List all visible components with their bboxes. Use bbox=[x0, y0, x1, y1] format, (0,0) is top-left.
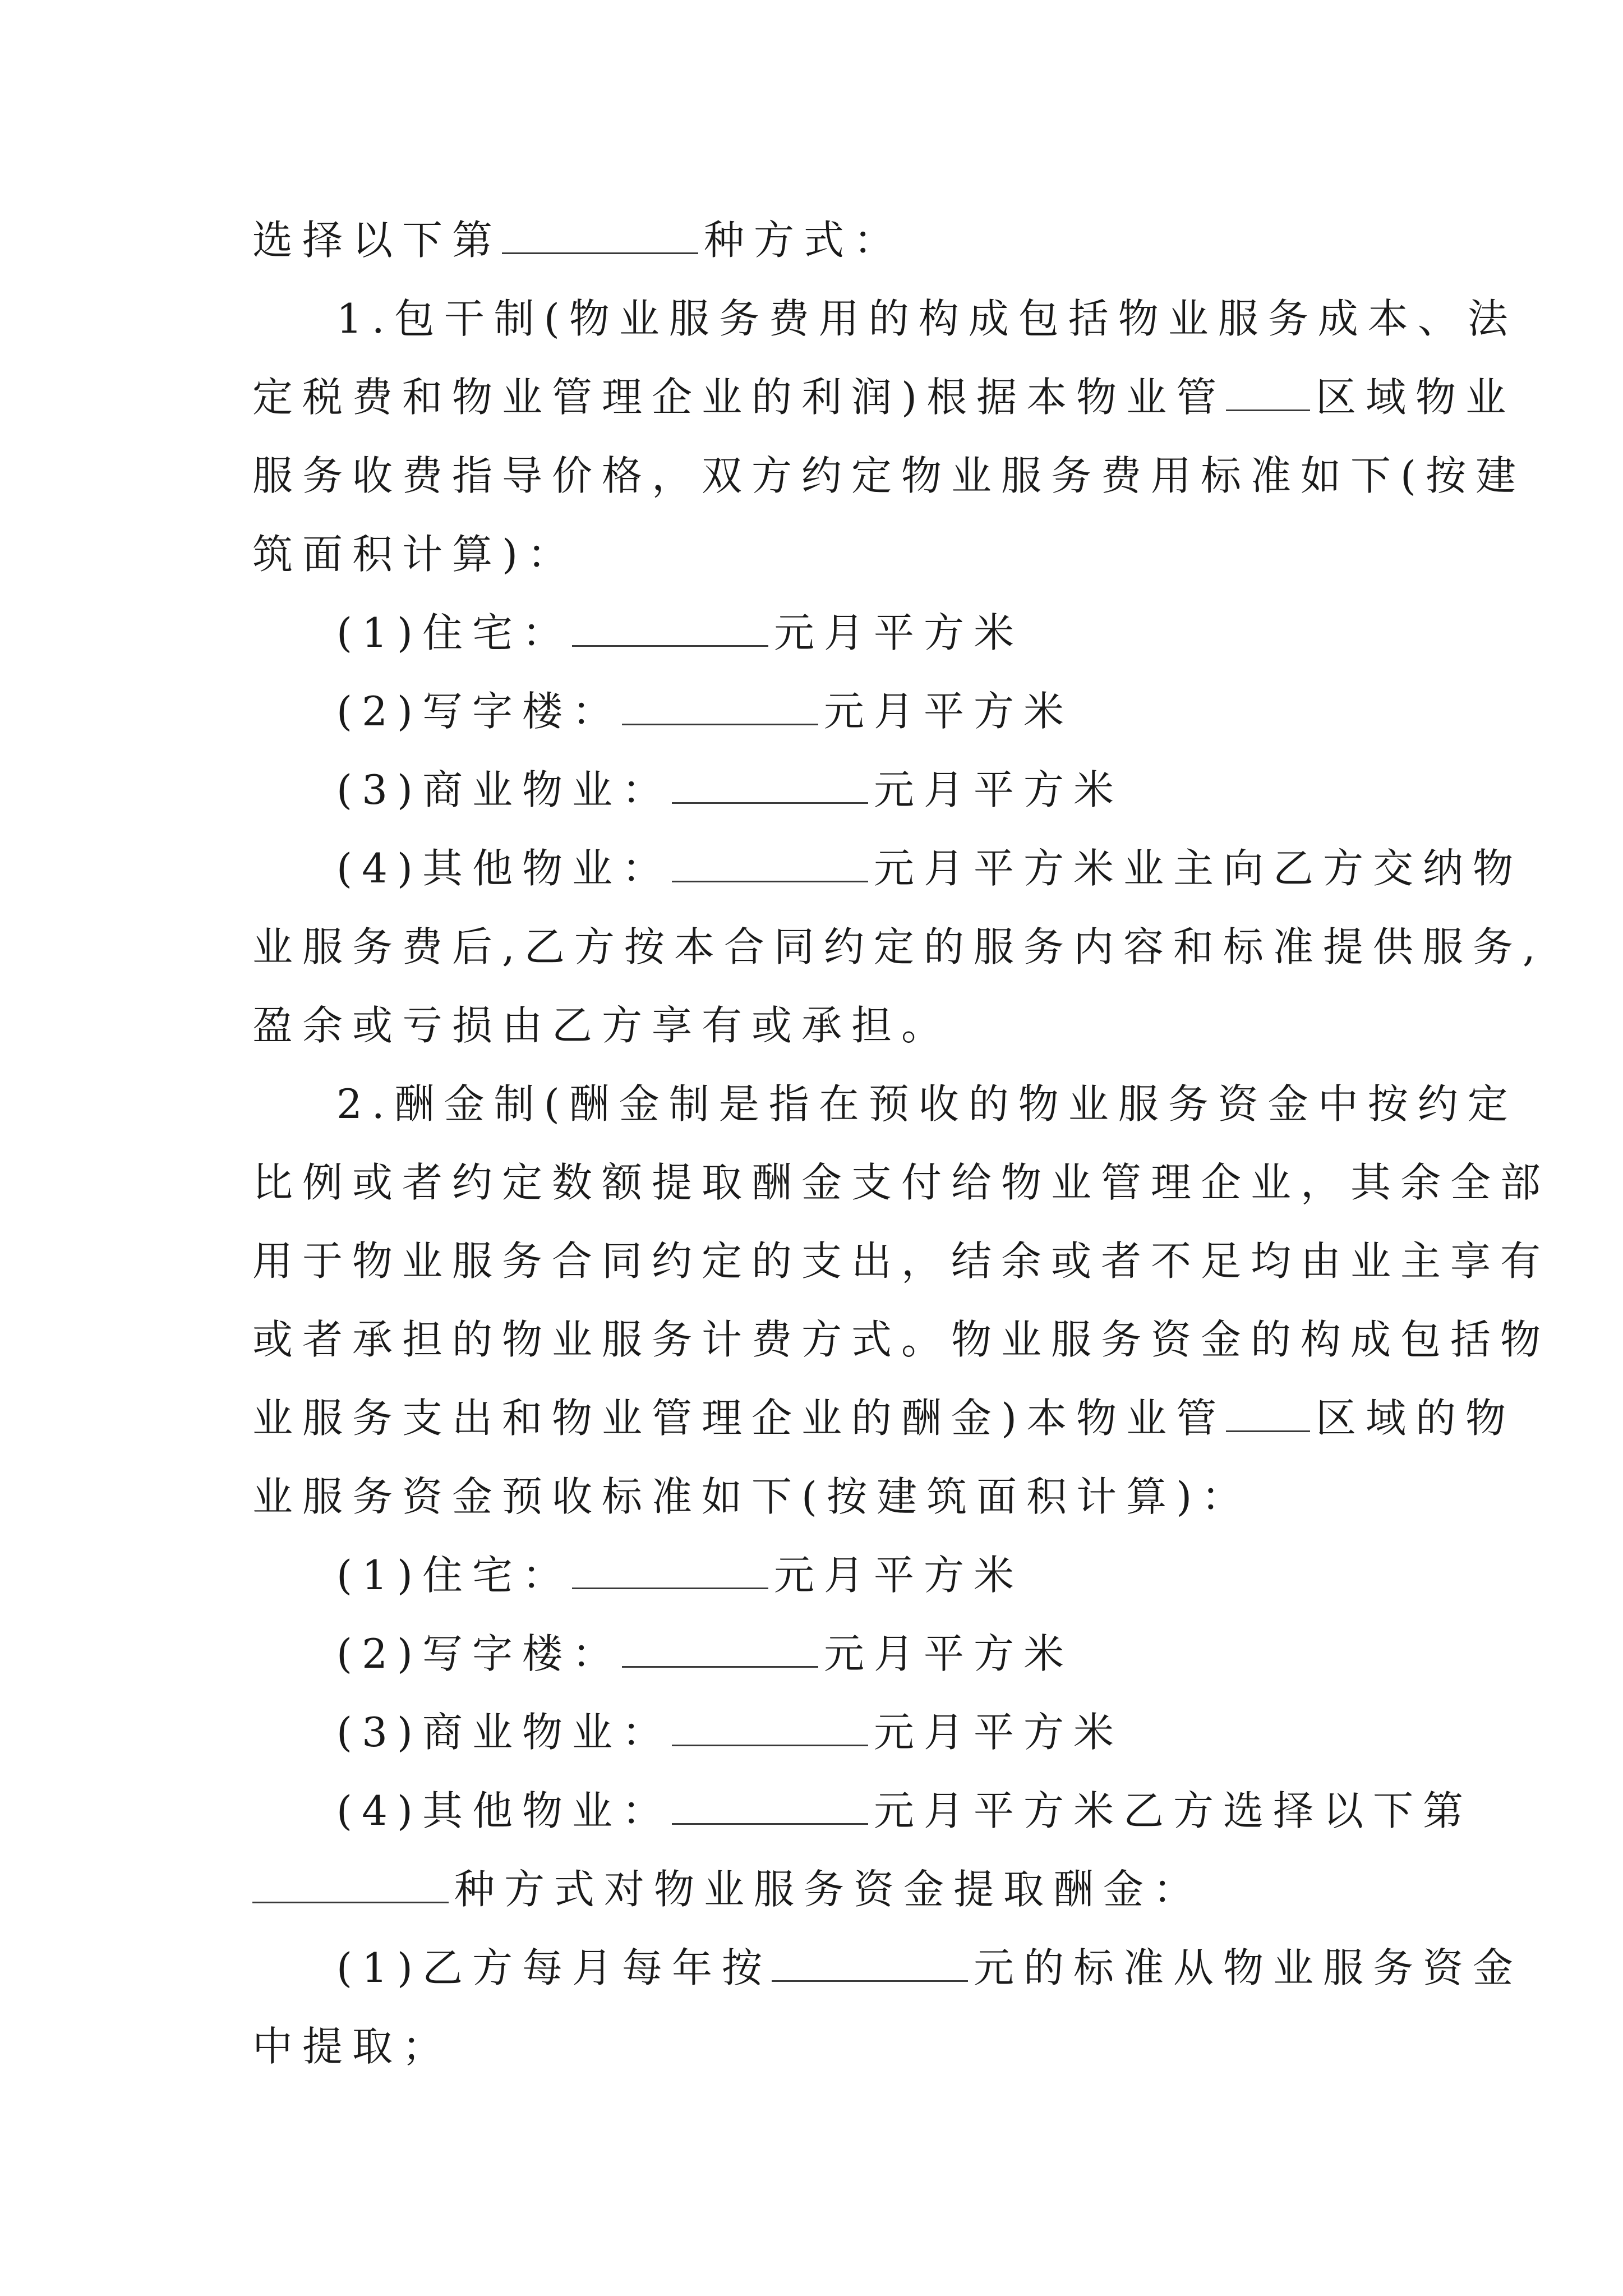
text-line-11 bbox=[252, 992, 1380, 1059]
fill-in-blank[interactable] bbox=[622, 690, 818, 725]
fill-in-blank[interactable] bbox=[672, 847, 868, 882]
text-segment: 元月平方米乙方选择以下第 bbox=[874, 1787, 1473, 1834]
text-line-8 bbox=[336, 756, 1380, 823]
text-line-9 bbox=[336, 835, 1523, 902]
text-segment: 元月平方米 bbox=[774, 1552, 1024, 1599]
text-segment: 区域物业 bbox=[1316, 374, 1516, 421]
text-segment: (2)写字楼： bbox=[336, 1630, 622, 1677]
text-line-24 bbox=[252, 2013, 1380, 2080]
text-line-18 bbox=[336, 1542, 1380, 1609]
fill-in-blank[interactable] bbox=[672, 1711, 868, 1746]
text-segment: 元月平方米 bbox=[774, 609, 1024, 656]
text-line-21 bbox=[336, 1777, 1473, 1844]
text-segment: 2.酬金制(酬金制是指在预收的物业服务资金中按约定 bbox=[336, 1080, 1518, 1128]
text-segment: 盈余或亏损由乙方享有或承担。 bbox=[252, 1002, 952, 1049]
text-segment: 元月平方米 bbox=[874, 1709, 1124, 1756]
text-segment: 比例或者约定数额提取酬金支付给物业管理企业，其余全部 bbox=[252, 1159, 1551, 1206]
text-segment: (3)商业物业： bbox=[336, 1709, 672, 1756]
text-line-22 bbox=[252, 1856, 1380, 1923]
fill-in-blank[interactable] bbox=[1226, 1397, 1310, 1432]
text-line-6 bbox=[336, 599, 1380, 666]
text-segment: (1)住宅： bbox=[336, 609, 572, 656]
text-segment: 种方式对物业服务资金提取酬金： bbox=[454, 1866, 1204, 1913]
text-segment: 中提取； bbox=[252, 2023, 453, 2070]
text-segment: 元的标准从物业服务资金 bbox=[974, 1944, 1523, 1991]
text-line-20 bbox=[336, 1699, 1380, 1766]
text-segment: 服务收费指导价格，双方约定物业服务费用标准如下(按建 bbox=[252, 452, 1526, 499]
text-segment: (4)其他物业： bbox=[336, 845, 672, 892]
text-line-17 bbox=[252, 1463, 1380, 1530]
text-line-19 bbox=[336, 1620, 1380, 1687]
text-segment: 业服务支出和物业管理企业的酬金)本物业管 bbox=[252, 1395, 1227, 1442]
text-segment: (3)商业物业： bbox=[336, 766, 672, 813]
text-segment: (1)乙方每月每年按 bbox=[336, 1944, 772, 1991]
text-segment: 元月平方米业主向乙方交纳物 bbox=[874, 845, 1523, 892]
text-line-14 bbox=[252, 1227, 1551, 1295]
fill-in-blank[interactable] bbox=[672, 769, 868, 804]
text-segment: 业服务资金预收标准如下(按建筑面积计算)： bbox=[252, 1473, 1252, 1520]
text-segment: 或者承担的物业服务计费方式。物业服务资金的构成包括物 bbox=[252, 1316, 1551, 1363]
text-line-4 bbox=[252, 442, 1526, 509]
text-line-16 bbox=[252, 1384, 1516, 1452]
text-segment: 区域的物 bbox=[1316, 1395, 1516, 1442]
text-segment: 1.包干制(物业服务费用的构成包括物业服务成本、法 bbox=[336, 295, 1518, 342]
text-segment: (2)写字楼： bbox=[336, 688, 622, 735]
text-segment: 选择以下第 bbox=[252, 217, 502, 264]
text-segment: 元月平方米 bbox=[824, 688, 1074, 735]
text-line-13 bbox=[252, 1149, 1551, 1216]
text-line-3 bbox=[252, 364, 1516, 431]
text-segment: (4)其他物业： bbox=[336, 1787, 672, 1834]
text-line-10 bbox=[252, 913, 1545, 981]
text-segment: 元月平方米 bbox=[874, 766, 1124, 813]
fill-in-blank[interactable] bbox=[772, 1947, 968, 1982]
text-segment: 定税费和物业管理企业的利润)根据本物业管 bbox=[252, 374, 1227, 421]
text-segment: 业服务费后,乙方按本合同约定的服务内容和标准提供服务, bbox=[252, 923, 1545, 970]
fill-in-blank[interactable] bbox=[252, 1868, 449, 1903]
fill-in-blank[interactable] bbox=[572, 1554, 768, 1589]
text-line-5 bbox=[252, 521, 1380, 588]
text-segment: 用于物业服务合同约定的支出，结余或者不足均由业主享有 bbox=[252, 1237, 1551, 1285]
text-segment: 种方式： bbox=[704, 217, 904, 264]
text-line-1 bbox=[252, 206, 1380, 274]
fill-in-blank[interactable] bbox=[672, 1789, 868, 1825]
text-line-7 bbox=[336, 678, 1380, 745]
text-line-15 bbox=[252, 1306, 1551, 1373]
text-segment: (1)住宅： bbox=[336, 1552, 572, 1599]
fill-in-blank[interactable] bbox=[572, 611, 768, 647]
text-line-2 bbox=[336, 285, 1518, 352]
text-segment: 元月平方米 bbox=[824, 1630, 1074, 1677]
fill-in-blank[interactable] bbox=[502, 219, 698, 254]
fill-in-blank[interactable] bbox=[1226, 376, 1310, 411]
text-line-23 bbox=[336, 1934, 1523, 2001]
text-segment: 筑面积计算)： bbox=[252, 531, 578, 578]
fill-in-blank[interactable] bbox=[622, 1632, 818, 1668]
text-line-12 bbox=[336, 1070, 1518, 1138]
